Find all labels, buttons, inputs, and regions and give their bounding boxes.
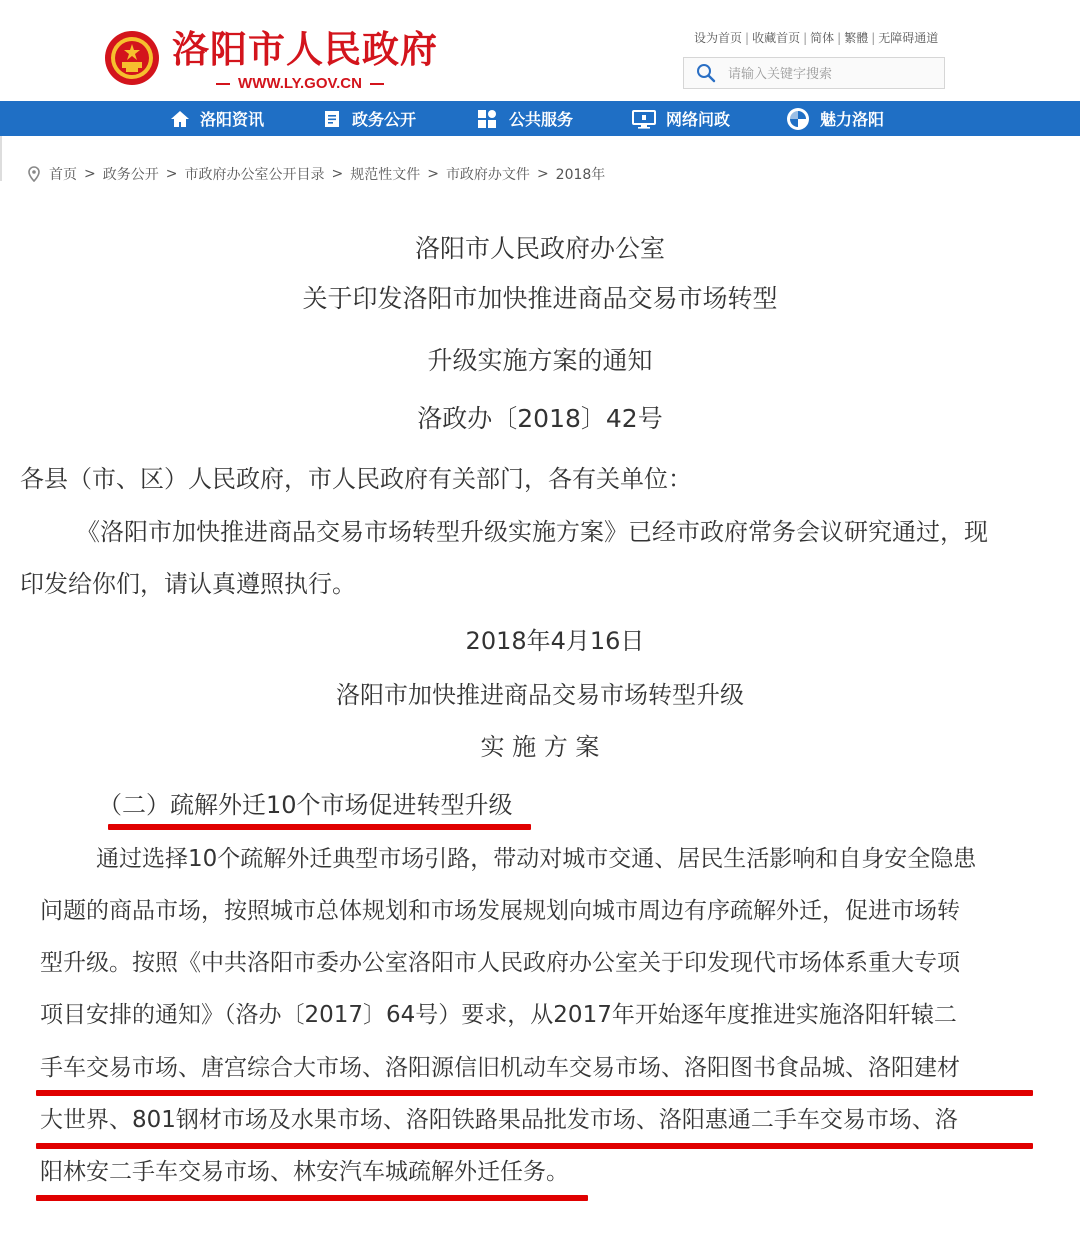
accessibility-link[interactable]: 无障碍通道 xyxy=(878,31,939,45)
nav-label: 魅力洛阳 xyxy=(820,110,885,129)
grid-icon xyxy=(477,109,499,129)
highlight-underline-1 xyxy=(36,1090,1033,1096)
section-line-2: 问题的商品市场，按照城市总体规划和市场发展规划向城市周边有序疏解外迁，促进市场转 xyxy=(40,898,960,924)
nav-label: 政务公开 xyxy=(352,110,417,129)
highlight-underline-2 xyxy=(36,1143,1033,1149)
location-pin-icon xyxy=(27,166,41,182)
nav-label: 公共服务 xyxy=(509,110,574,129)
issue-date: 2018年4月16日 xyxy=(465,627,645,655)
section-line-1: 通过选择10个疏解外迁典型市场引路，带动对城市交通、居民生活影响和自身安全隐患 xyxy=(96,846,977,872)
breadcrumb-normative-docs[interactable]: 规范性文件 xyxy=(350,167,421,183)
dash-right xyxy=(370,83,384,85)
search-box xyxy=(683,57,945,89)
nav-item-online-inquiry[interactable] xyxy=(632,101,730,136)
section-heading: （二）疏解外迁10个市场促进转型升级 xyxy=(98,791,513,819)
national-emblem-icon[interactable] xyxy=(104,30,160,86)
main-nav xyxy=(0,101,1080,136)
top-links: 设为首页 | 收藏首页 | 简体 | 繁體 | 无障碍通道 xyxy=(694,31,939,45)
traditional-link[interactable]: 繁體 xyxy=(844,31,869,45)
section-line-4: 项目安排的通知》（洛办〔2017〕64号）要求，从2017年开始逐年度推进实施洛阳轩辕二 xyxy=(40,1002,957,1028)
body-line-2: 印发给你们，请认真遵照执行。 xyxy=(20,570,356,598)
section-line-7: 阳林安二手车交易市场、林安汽车城疏解外迁任务。 xyxy=(40,1159,569,1185)
search-input[interactable] xyxy=(728,64,938,84)
section-line-3: 型升级。按照《中共洛阳市委办公室洛阳市人民政府办公室关于印发现代市场体系重大专项 xyxy=(40,950,960,976)
site-url-text[interactable]: WWW.LY.GOV.CN xyxy=(238,75,362,92)
breadcrumb-border xyxy=(0,136,2,181)
set-homepage-link[interactable]: 设为首页 xyxy=(694,31,743,45)
article-issuer: 洛阳市人民政府办公室 xyxy=(414,234,665,263)
section-heading-underline xyxy=(108,824,531,830)
nav-item-public-service[interactable] xyxy=(477,101,573,136)
breadcrumb-year[interactable]: 2018年 xyxy=(555,167,606,183)
nav-label: 网络问政 xyxy=(666,110,731,129)
breadcrumb: 首页 > 政务公开 > 市政府办公室公开目录 > 规范性文件 > 市政府办文件 > 2018年 xyxy=(27,163,605,185)
pinwheel-icon xyxy=(786,107,810,131)
search-icon[interactable] xyxy=(696,63,716,83)
body-line-1: 《洛阳市加快推进商品交易市场转型升级实施方案》已经市政府常务会议研究通过，现 xyxy=(76,518,988,546)
dash-left xyxy=(216,83,230,85)
article-title-line1: 关于印发洛阳市加快推进商品交易市场转型 xyxy=(302,284,778,313)
simplified-link[interactable]: 简体 xyxy=(810,31,835,45)
home-icon xyxy=(170,109,190,129)
addressee: 各县（市、区）人民政府，市人民政府有关部门，各有关单位： xyxy=(20,465,692,493)
site-url xyxy=(172,74,428,94)
section-line-6: 大世界、801钢材市场及水果市场、洛阳铁路果品批发市场、洛阳惠通二手车交易市场、洛 xyxy=(40,1107,958,1133)
breadcrumb-gov-docs[interactable]: 市政府办文件 xyxy=(445,167,530,183)
bookmark-link[interactable]: 收藏首页 xyxy=(752,31,801,45)
article-title-line2: 升级实施方案的通知 xyxy=(427,346,653,375)
breadcrumb-gov-affairs[interactable]: 政务公开 xyxy=(102,167,159,183)
nav-label: 洛阳资讯 xyxy=(200,110,265,129)
site-name[interactable]: 洛阳市人民政府 xyxy=(172,28,438,71)
document-icon xyxy=(322,109,342,129)
site-header xyxy=(0,0,1080,101)
doc-number: 洛政办〔2018〕42号 xyxy=(417,404,663,433)
monitor-icon xyxy=(632,109,656,129)
breadcrumb-home[interactable]: 首页 xyxy=(49,167,77,183)
plan-title-line1: 洛阳市加快推进商品交易市场转型升级 xyxy=(336,681,744,709)
nav-item-gov-affairs[interactable] xyxy=(322,101,416,136)
section-line-5: 手车交易市场、唐宫综合大市场、洛阳源信旧机动车交易市场、洛阳图书食品城、洛阳建材 xyxy=(40,1055,960,1081)
plan-title-line2: 实 施 方 案 xyxy=(480,733,600,761)
breadcrumb-office-catalog[interactable]: 市政府办公室公开目录 xyxy=(184,167,325,183)
highlight-underline-3 xyxy=(36,1195,588,1201)
nav-item-news[interactable] xyxy=(170,101,264,136)
nav-item-charm-luoyang[interactable] xyxy=(786,101,884,136)
